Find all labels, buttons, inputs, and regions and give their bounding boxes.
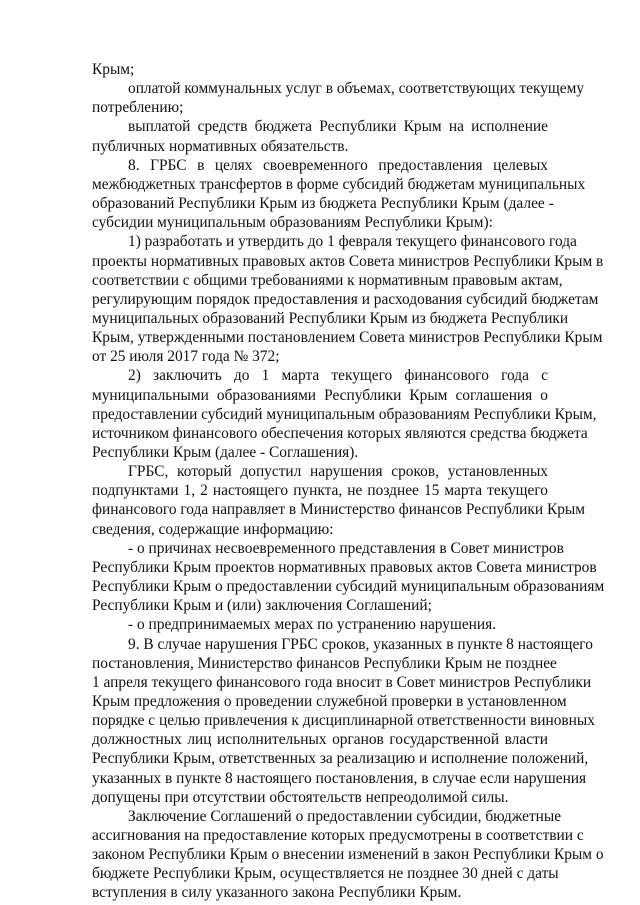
text-line: должностных лиц исполнительных органов государственной власти — [92, 731, 548, 749]
text-line: от 25 июля 2017 года № 372; — [92, 348, 280, 366]
text-line: 2) заключить до 1 марта текущего финансового года с — [128, 367, 548, 385]
text-line: Заключение Соглашений о предоставлении субсидии, бюджетные — [128, 807, 562, 825]
text-line: субсидии муниципальным образованиям Республики Крым): — [92, 214, 493, 232]
text-line: финансового года направляет в Министерство финансов Республики Крым — [92, 501, 586, 519]
text-line: предоставлении субсидий муниципальным образованиям Республики Крым, — [92, 405, 597, 423]
text-line: Крым, утвержденными постановлением Совета министров Республики Крым — [92, 329, 603, 347]
text-line: 1 апреля текущего финансового года вносит в Совет министров Республики — [92, 673, 592, 691]
text-line: 1) разработать и утвердить до 1 февраля текущего финансового года — [128, 233, 577, 251]
text-line: Республики Крым, ответственных за реализацию и исполнение положений, — [92, 750, 589, 768]
text-line: - о предпринимаемых мерах по устранению нарушения. — [128, 616, 497, 634]
text-line: Республики Крым (далее - Соглашения). — [92, 444, 359, 461]
text-line: ГРБС, который допустил нарушения сроков, установленных — [128, 463, 548, 481]
text-line: сведения, содержащие информацию: — [92, 520, 334, 538]
text-line: публичных нормативных обязательств. — [92, 137, 349, 155]
text-line: указанных в пункте 8 настоящего постановления, в случае если нарушения — [92, 769, 587, 787]
text-line: источником финансового обеспечения которых являются средства бюджета — [92, 424, 588, 442]
text-line: муниципальных образований Республики Крым из бюджета Республики — [92, 309, 569, 327]
text-line: Республики Крым проектов нормативных правовых актов Совета министров — [92, 558, 597, 576]
text-line: порядке с целью привлечения к дисциплинарной ответственности виновных — [92, 712, 595, 730]
text-line: образований Республики Крым из бюджета Республики Крым (далее - — [92, 195, 554, 212]
text-line: межбюджетных трансфертов в форме субсидий бюджетам муниципальных — [92, 175, 586, 193]
text-line: Крым; — [92, 61, 135, 78]
text-line: соответствии с общими требованиями к нормативным правовым актам, — [92, 271, 563, 289]
text-line: ассигнования на предоставление которых предусмотрены в соответствии с — [92, 827, 584, 844]
text-line: постановления, Министерство финансов Республики Крым не позднее — [92, 654, 557, 672]
text-line: проекты нормативных правовых актов Совета министров Республики Крым в — [92, 252, 604, 270]
text-line: муниципальными образованиями Республики Крым соглашения о — [92, 386, 548, 404]
text-line: 8. ГРБС в целях своевременного предоставления целевых — [128, 156, 548, 174]
text-line: вступления в силу указанного закона Республики Крым. — [92, 884, 462, 902]
text-line: оплатой коммунальных услуг в объемах, соответствующих текущему — [128, 80, 585, 98]
text-line: бюджете Республики Крым, осуществляется не позднее 30 дней с даты — [92, 865, 559, 883]
text-line: потреблению; — [92, 99, 184, 117]
text-line: регулирующим порядок предоставления и расходования субсидий бюджетам — [92, 290, 599, 308]
text-line: 9. В случае нарушения ГРБС сроков, указанных в пункте 8 настоящего — [128, 635, 593, 653]
text-line: Крым предложения о проведении служебной проверки в установленном — [92, 692, 567, 710]
text-line: - о причинах несвоевременного представления в Совет министров — [128, 539, 564, 557]
text-line: допущены при отсутствии обстоятельств непреодолимой силы. — [92, 788, 509, 806]
text-line: выплатой средств бюджета Республики Крым на исполнение — [128, 118, 548, 136]
text-line: Республики Крым о предоставлении субсидий муниципальным образованиям — [92, 578, 605, 595]
text-line: Республики Крым и (или) заключения Соглашений; — [92, 597, 432, 615]
text-line: подпунктами 1, 2 настоящего пункта, не позднее 15 марта текущего — [92, 482, 548, 500]
text-line: законом Республики Крым о внесении изменений в закон Республики Крым о — [92, 846, 604, 864]
